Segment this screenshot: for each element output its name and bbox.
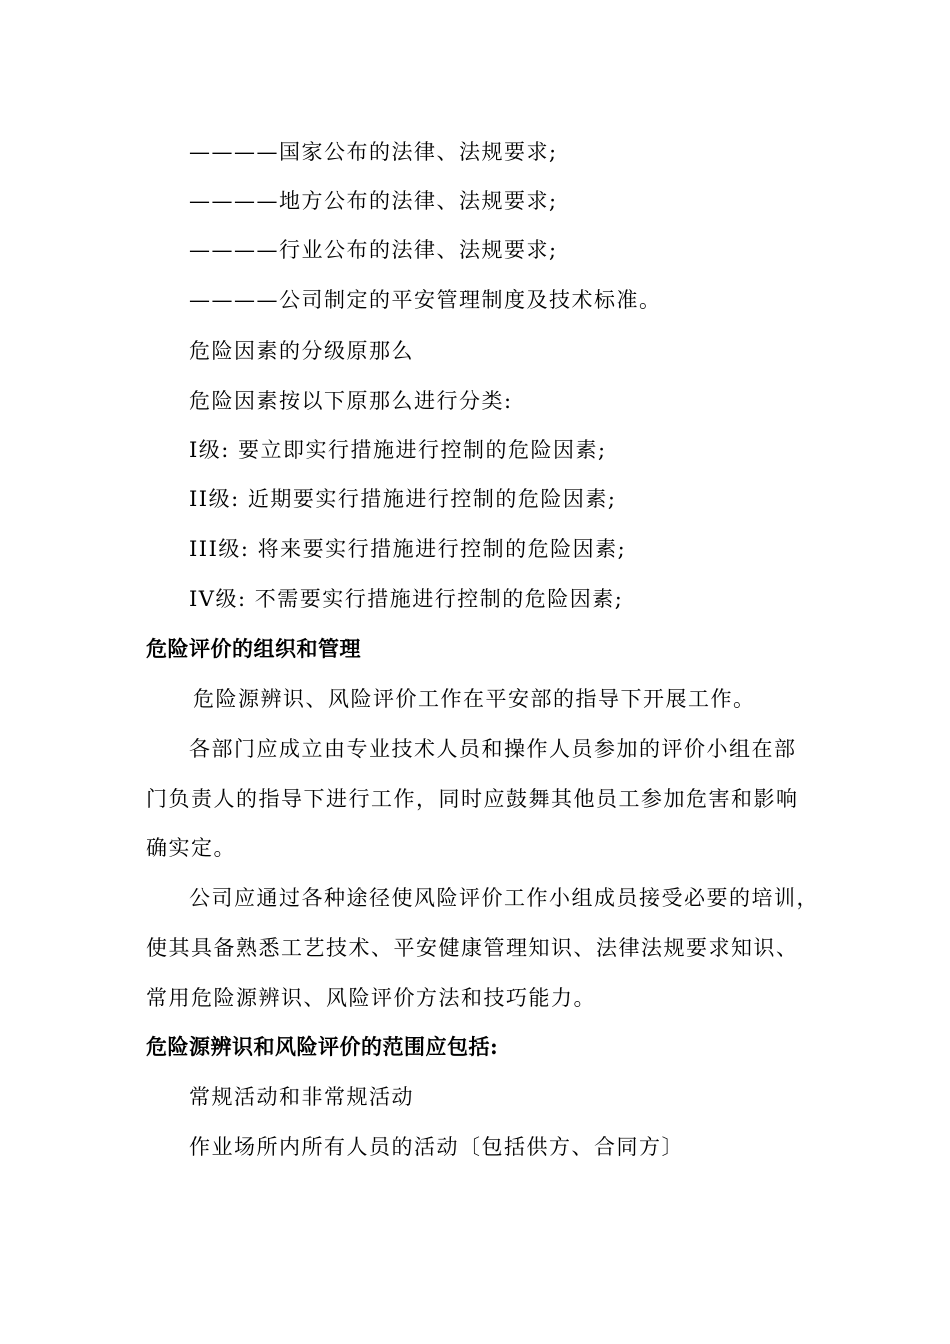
requirement-local-laws: ————地方公布的法律、法规要求; bbox=[189, 189, 558, 213]
paragraph-training-line-2: 使其具备熟悉工艺技术、平安健康管理知识、法律法规要求知识、 bbox=[146, 936, 799, 960]
requirement-national-laws: ————国家公布的法律、法规要求; bbox=[189, 140, 558, 164]
classification-principle-title: 危险因素的分级原那么 bbox=[189, 339, 414, 363]
section-heading-scope: 危险源辨识和风险评价的范围应包括: bbox=[146, 1034, 499, 1059]
level-2-item: II级: 近期要实行措施进行控制的危险因素; bbox=[189, 487, 617, 511]
paragraph-guidance: 危险源辨识、风险评价工作在平安部的指导下开展工作。 bbox=[193, 687, 756, 711]
scope-item-activities: 常规活动和非常规活动 bbox=[189, 1085, 414, 1109]
level-4-item: IV级: 不需要实行措施进行控制的危险因素; bbox=[189, 587, 624, 611]
level-3-item: III级: 将来要实行措施进行控制的危险因素; bbox=[189, 537, 627, 561]
paragraph-team-line-3: 确实定。 bbox=[146, 836, 236, 860]
section-heading-organization: 危险评价的组织和管理 bbox=[146, 636, 361, 661]
requirement-company-standards: ————公司制定的平安管理制度及技术标准。 bbox=[189, 288, 662, 312]
paragraph-team-line-1: 各部门应成立由专业技术人员和操作人员参加的评价小组在部 bbox=[189, 737, 797, 761]
paragraph-team-line-2: 门负责人的指导下进行工作，同时应鼓舞其他员工参加危害和影响 bbox=[146, 787, 799, 811]
paragraph-training-line-1: 公司应通过各种途径使风险评价工作小组成员接受必要的培训， bbox=[189, 886, 819, 910]
classification-principle-intro: 危险因素按以下原那么进行分类: bbox=[189, 389, 513, 413]
paragraph-training-line-3: 常用危险源辨识、风险评价方法和技巧能力。 bbox=[146, 986, 596, 1010]
level-1-item: I级: 要立即实行措施进行控制的危险因素; bbox=[189, 438, 607, 462]
scope-item-personnel: 作业场所内所有人员的活动〔包括供方、合同方〕 bbox=[189, 1135, 684, 1159]
requirement-industry-laws: ————行业公布的法律、法规要求; bbox=[189, 238, 558, 262]
